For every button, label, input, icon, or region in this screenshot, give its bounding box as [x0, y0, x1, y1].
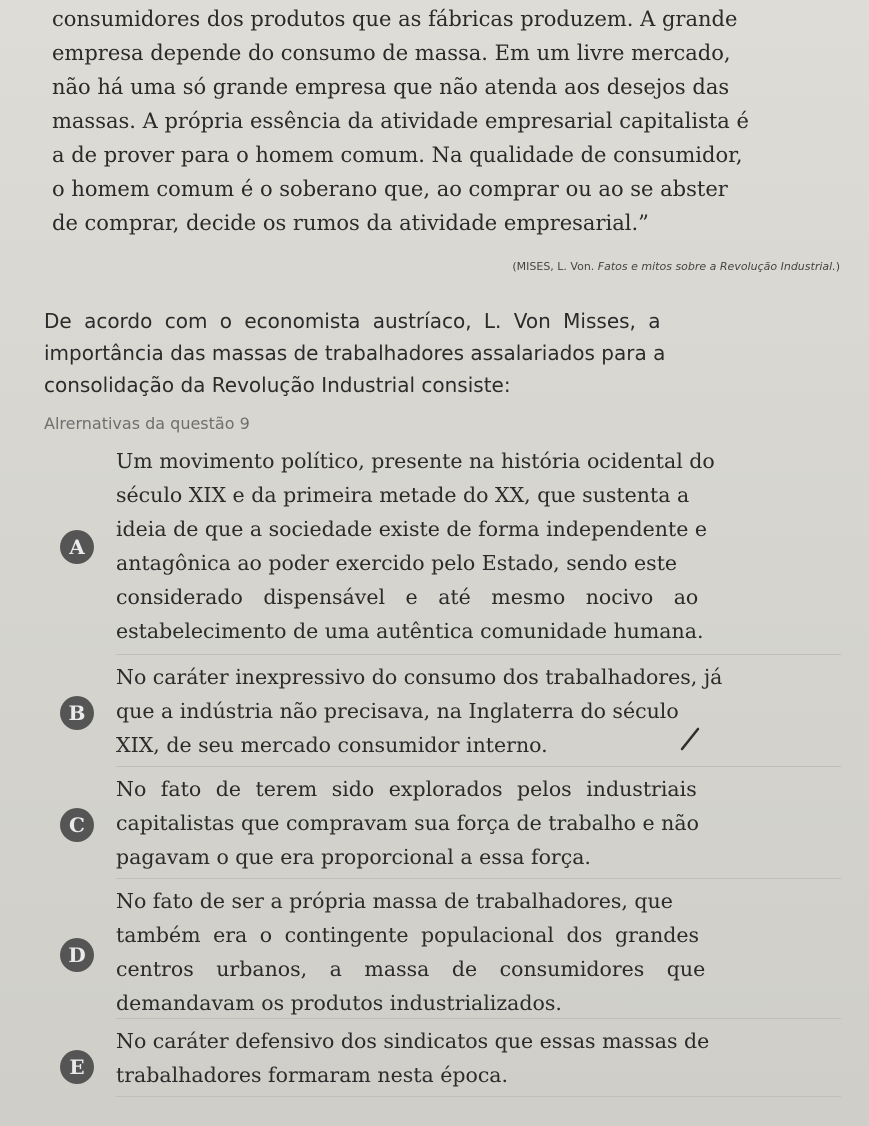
pen-mark — [678, 727, 702, 753]
option-line: trabalhadores formaram nesta época. — [116, 1063, 509, 1087]
quote-line: o homem comum é o soberano que, ao comprar ou ao se abster — [52, 177, 728, 201]
option-letter-badge[interactable]: D — [60, 938, 94, 972]
citation-suffix: ) — [835, 260, 840, 273]
quote-line: massas. A própria essência da atividade empresarial capitalista é — [52, 109, 749, 133]
option-line: No fato de ser a própria massa de trabalhadores, que — [116, 889, 673, 913]
option-letter-badge[interactable]: A — [60, 530, 94, 564]
option-line: que a indústria não precisava, na Inglaterra do século — [116, 699, 679, 723]
question-statement — [44, 305, 844, 401]
option-b[interactable] — [0, 658, 869, 766]
option-line: ideia de que a sociedade existe de forma independente e — [116, 517, 708, 541]
option-letter-badge[interactable]: C — [60, 808, 94, 842]
question-line: De acordo com o economista austríaco, L. Von Misses, a — [44, 309, 661, 333]
option-line: No caráter defensivo dos sindicatos que essas massas de — [116, 1029, 710, 1053]
citation-title: Fatos e mitos sobre a Revolução Industrial. — [597, 260, 836, 273]
option-a[interactable] — [0, 442, 869, 652]
question-line: importância das massas de trabalhadores assalariados para a — [44, 341, 666, 365]
option-letter-badge[interactable]: B — [60, 696, 94, 730]
quote-line: não há uma só grande empresa que não atenda aos desejos das — [52, 75, 730, 99]
option-line: pagavam o que era proporcional a essa força. — [116, 845, 591, 869]
quote-line: de comprar, decide os rumos da atividade empresarial.” — [52, 211, 649, 235]
citation-prefix: (MISES, L. Von. — [512, 260, 595, 273]
quote-line: a de prover para o homem comum. Na qualidade de consumidor, — [52, 143, 743, 167]
option-line: Um movimento político, presente na história ocidental do — [116, 449, 715, 473]
option-line: demandavam os produtos industrializados. — [116, 991, 562, 1015]
quote-line: consumidores dos produtos que as fábricas produzem. A grande — [52, 7, 738, 31]
option-line: No fato de terem sido explorados pelos industriais — [116, 777, 697, 801]
option-divider — [116, 766, 841, 767]
option-d[interactable] — [0, 882, 869, 1022]
option-line: XIX, de seu mercado consumidor interno. — [116, 733, 548, 757]
option-e[interactable] — [0, 1022, 869, 1102]
option-text — [116, 884, 828, 1020]
quote-text — [52, 2, 832, 240]
quote-citation — [500, 260, 840, 273]
quote-line: empresa depende do consumo de massa. Em um livre mercado, — [52, 41, 731, 65]
option-divider — [116, 654, 841, 655]
option-line: capitalistas que compravam sua força de trabalho e não — [116, 811, 699, 835]
option-divider — [116, 1018, 841, 1019]
alternatives-heading: Alrernativas da questão 9 — [44, 414, 250, 433]
option-divider — [116, 1096, 841, 1097]
option-line: centros urbanos, a massa de consumidores que — [116, 957, 706, 981]
option-text — [116, 660, 828, 762]
option-line: também era o contingente populacional dos grandes — [116, 923, 700, 947]
option-line: antagônica ao poder exercido pelo Estado, sendo este — [116, 551, 678, 575]
option-line: No caráter inexpressivo do consumo dos trabalhadores, já — [116, 665, 723, 689]
option-c[interactable] — [0, 770, 869, 878]
option-line: estabelecimento de uma autêntica comunidade humana. — [116, 619, 704, 643]
option-line: considerado dispensável e até mesmo nocivo ao — [116, 585, 699, 609]
option-text — [116, 444, 828, 648]
option-divider — [116, 878, 841, 879]
option-letter-badge[interactable]: E — [60, 1050, 94, 1084]
question-line: consolidação da Revolução Industrial consiste: — [44, 373, 511, 397]
option-text — [116, 772, 828, 874]
option-text — [116, 1024, 828, 1092]
option-line: século XIX e da primeira metade do XX, que sustenta a — [116, 483, 690, 507]
